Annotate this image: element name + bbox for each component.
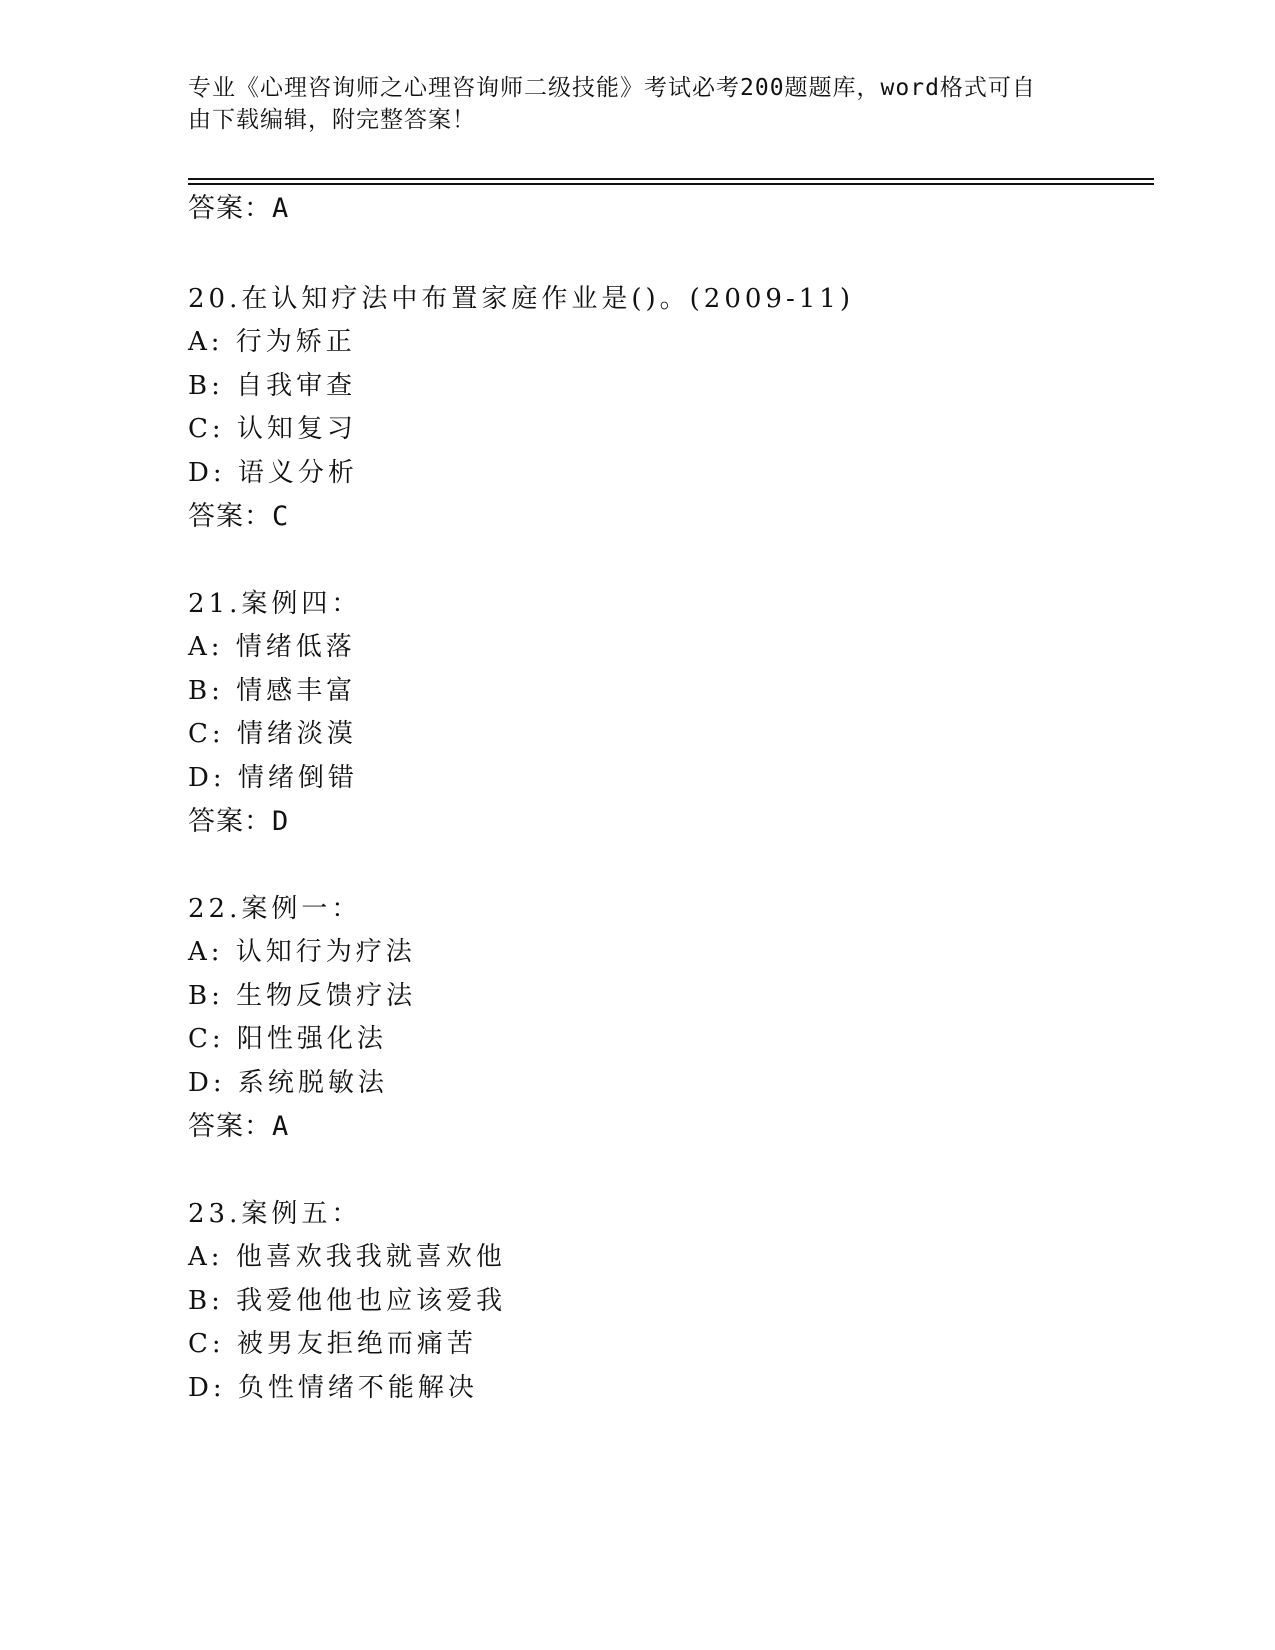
answer: 答案：C xyxy=(188,501,290,532)
option-c: C: 认知复习 xyxy=(188,414,357,444)
option-d: D: 负性情绪不能解决 xyxy=(188,1373,478,1403)
option-a: A: 行为矫正 xyxy=(188,327,356,357)
option-c: C: 情绪淡漠 xyxy=(188,719,357,749)
header-divider-bottom xyxy=(188,183,1154,185)
option-b: B: 我爱他他也应该爱我 xyxy=(188,1286,507,1316)
option-b: B: 自我审查 xyxy=(188,371,357,401)
option-a: A: 他喜欢我我就喜欢他 xyxy=(188,1242,506,1272)
question-stem: 21.案例四： xyxy=(188,589,362,619)
question-stem: 22.案例一： xyxy=(188,894,362,924)
option-a: A: 情绪低落 xyxy=(188,632,356,662)
question-stem: 23.案例五： xyxy=(188,1199,362,1229)
option-c: C: 阳性强化法 xyxy=(188,1024,387,1054)
header-divider-top xyxy=(188,178,1154,180)
document-header xyxy=(188,72,1088,136)
option-c: C: 被男友拒绝而痛苦 xyxy=(188,1329,477,1359)
option-b: B: 生物反馈疗法 xyxy=(188,981,417,1011)
question-stem: 20.在认知疗法中布置家庭作业是()。(2009-11) xyxy=(188,284,854,314)
header-line-1: 专业《心理咨询师之心理咨询师二级技能》考试必考200题题库，word格式可自 xyxy=(188,75,1036,101)
header-line-2: 由下载编辑，附完整答案！ xyxy=(188,107,476,133)
option-d: D: 语义分析 xyxy=(188,458,358,488)
option-a: A: 认知行为疗法 xyxy=(188,937,416,967)
previous-answer: 答案：A xyxy=(188,193,290,224)
option-d: D: 系统脱敏法 xyxy=(188,1068,388,1098)
option-b: B: 情感丰富 xyxy=(188,676,357,706)
answer: 答案：D xyxy=(188,806,290,837)
option-d: D: 情绪倒错 xyxy=(188,763,358,793)
answer: 答案：A xyxy=(188,1111,290,1142)
